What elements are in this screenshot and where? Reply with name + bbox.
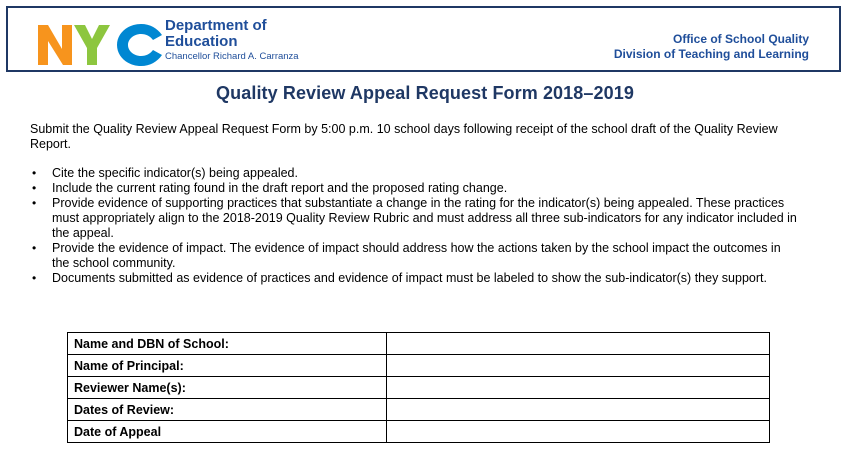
school-name-dbn-field[interactable]	[387, 333, 770, 355]
table-row	[68, 421, 770, 443]
bullet-icon: •	[32, 241, 37, 255]
principal-name-field[interactable]	[387, 355, 770, 377]
division-name: Division of Teaching and Learning	[613, 47, 809, 61]
table-row	[68, 399, 770, 421]
school-info-table	[67, 332, 770, 443]
appeal-date-label: Date of Appeal	[68, 421, 387, 443]
table-row	[68, 333, 770, 355]
office-name: Office of School Quality	[672, 32, 809, 46]
list-item	[30, 241, 800, 271]
list-item	[30, 271, 800, 286]
list-item-text: Documents submitted as evidence of practices and evidence of impact must be labeled to show the sub-indicator(s) they support.	[52, 271, 767, 285]
reviewer-names-label: Reviewer Name(s):	[68, 377, 387, 399]
reviewer-names-field[interactable]	[387, 377, 770, 399]
page-title: Quality Review Appeal Request Form 2018–2019	[216, 83, 634, 103]
list-item-text: Include the current rating found in the draft report and the proposed rating change.	[52, 181, 508, 195]
table-row	[68, 377, 770, 399]
review-dates-field[interactable]	[387, 399, 770, 421]
nyc-logo-graphic	[36, 21, 166, 67]
list-item-text: Cite the specific indicator(s) being appealed.	[52, 166, 298, 180]
org-line-1: Department of	[165, 17, 267, 34]
list-item-text: Provide evidence of supporting practices that substantiate a change in the rating for the indicator(s) being appealed. These practices must appropriately align to the 2018-2019 Quality Review Rubric and must address all three sub-indicators for any indicator included in the appeal.	[52, 196, 797, 240]
principal-name-label: Name of Principal:	[68, 355, 387, 377]
bullet-icon: •	[32, 166, 37, 180]
organization-name	[165, 18, 299, 63]
nyc-logo	[36, 21, 166, 67]
letterhead	[6, 6, 841, 72]
bullet-icon: •	[32, 196, 37, 210]
instructions-list	[30, 166, 800, 286]
intro-paragraph: Submit the Quality Review Appeal Request Form by 5:00 p.m. 10 school days following receipt of the school draft of the Quality Review Report.	[30, 122, 778, 151]
table-row	[68, 355, 770, 377]
org-line-2: Education	[165, 33, 238, 50]
list-item	[30, 166, 800, 181]
review-dates-label: Dates of Review:	[68, 399, 387, 421]
bullet-icon: •	[32, 271, 37, 285]
appeal-date-field[interactable]	[387, 421, 770, 443]
school-name-dbn-label: Name and DBN of School:	[68, 333, 387, 355]
chancellor-name: Chancellor Richard A. Carranza	[165, 51, 299, 62]
bullet-icon: •	[32, 181, 37, 195]
list-item	[30, 196, 800, 241]
list-item	[30, 181, 800, 196]
office-info	[614, 32, 809, 62]
list-item-text: Provide the evidence of impact. The evidence of impact should address how the actions taken by the school impact the outcomes in the school community.	[52, 241, 781, 270]
